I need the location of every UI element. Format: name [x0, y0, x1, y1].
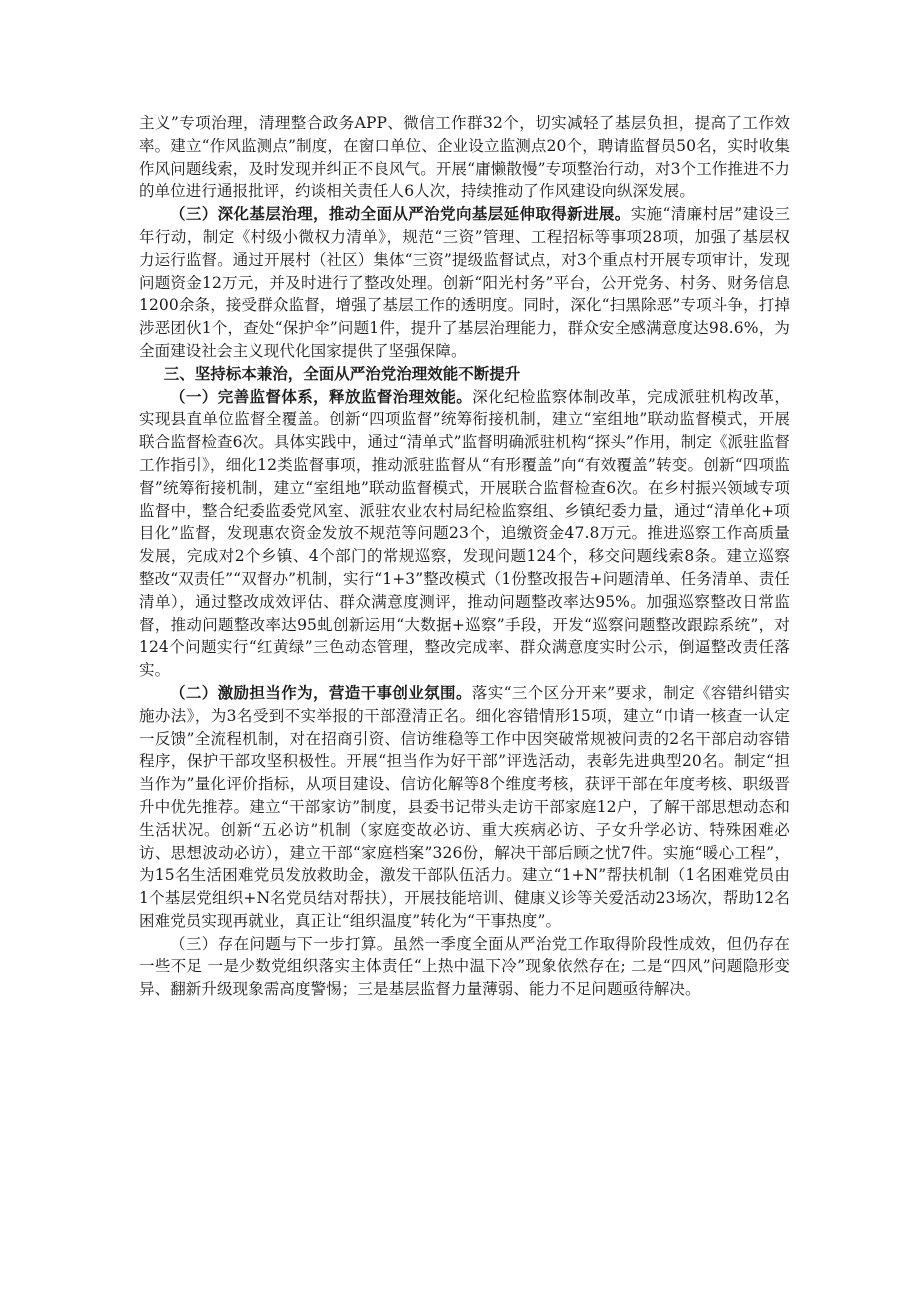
paragraph-5-text: （三）存在问题与下一步打算。虽然一季度全面从严治党工作取得阶段性成效，但仍存在一些不足 一是少数党组织落实主体责任“上热中温下冷”现象依然存在; 二是“四风”问题隐形变异、翻新升级现象需高度警惕；三是基层监督力量薄弱、能力不足问题亟待解决。: [139, 934, 790, 999]
paragraph-4: [139, 682, 790, 933]
paragraph-4-lead: （二）激励担当作为，营造干事创业氛围。: [170, 682, 472, 702]
paragraph-2: [139, 203, 790, 363]
paragraph-3: [139, 386, 790, 682]
paragraph-3-lead: （一）完善监督体系，释放监督治理效能。: [170, 386, 473, 406]
paragraph-2-text: 实施“清廉村居”建设三年行动，制定《村级小微权力清单》，规范“三资”管理、工程招标等事项28项，加强了基层权力运行监督。通过开展村（社区）集体“三资”提级监督试点，对3个重点村开展专项审计，发现问题资金12万元，并及时进行了整改处理。创新“阳光村务”平台，公开党务、村务、财务信息1200余条，接受群众监督，增强了基层工作的透明度。同时，深化“扫黑除恶”专项斗争，打掉涉恶团伙1个，查处“保护伞”问题1件，提升了基层治理能力，群众安全感满意度达98.6%，为全面建设社会主义现代化国家提供了坚强保障。: [139, 205, 790, 360]
paragraph-1: [139, 112, 790, 203]
paragraph-4-text: 落实“三个区分开来”要求，制定《容错纠错实施办法》，为3名受到不实举报的干部澄清正名。细化容错情形15项，建立“巾请一核查一认定一反馈”全流程机制，对在招商引资、信访维稳等工作中因突破常规被问责的2名干部启动容错程序，保护干部攻坚积极性。开展“担当作为好干部”评选活动，表彰先进典型20名。制定“担当作为”量化评价指标，从项目建设、信访化解等8个维度考核，获评干部在年度考核、职级晋升中优先推荐。建立“干部家访”制度，县委书记带头走访干部家庭12户，了解干部思想动态和生活状况。创新“五必访”机制（家庭变故必访、重大疾病必访、子女升学必访、特殊困难必访、思想波动必访），建立干部“家庭档案”326份，解决干部后顾之忧7件。实施“暖心工程”，为15名生活困难党员发放救助金，激发干部队伍活力。建立“1+N”帮扶机制（1名困难党员由1个基层党组织+N名党员结对帮扶），开展技能培训、健康义诊等关爱活动23场次，帮助12名困难党员实现再就业，真正让“组织温度”转化为“干事热度”。: [139, 683, 791, 930]
document-page: [139, 112, 790, 1001]
section-heading-3: 三、坚持标本兼治，全面从严治党治理效能不断提升: [163, 363, 521, 383]
paragraph-3-text: 深化纪检监察体制改革，完成派驻机构改革，实现县直单位监督全覆盖。创新“四项监督”统筹衔接机制，建立“室组地”联动监督模式，开展联合监督检查6次。具体实践中，通过“清单式”监督明确派驻机构“探头”作用，制定《派驻监督工作指引》，细化12类监督事项，推动派驻监督从“有形覆盖”向“有效覆盖”转变。创新“四项监督”统筹衔接机制，建立“室组地”联动监督模式，开展联合监督检查6次。在乡村振兴领域专项监督中，整合纪委监委党风室、派驻农业农村局纪检监察组、乡镇纪委力量，通过“清单化+项目化”监督，发现惠农资金发放不规范等问题23个，追缴资金47.8万元。推进巡察工作高质量发展，完成对2个乡镇、4个部门的常规巡察，发现问题124个，移交问题线索8条。建立巡察整改“双责任”“双督办”机制，实行“1+3”整改模式（1份整改报告+问题清单、任务清单、责任清单），通过整改成效评估、群众满意度测评，推动问题整改率达95%。加强巡察整改日常监督，推动问题整改率达95虬创新运用“大数据+巡察”手段，开发“巡察问题整改跟踪系统”，对124个问题实行“红黄绿”三色动态管理，整改完成率、群众满意度实时公示，倒逼整改责任落实。: [139, 387, 790, 680]
paragraph-1-text: 主义”专项治理，清理整合政务APP、微信工作群32个，切实减轻了基层负担，提高了工作效率。建立“作风监测点”制度，在窗口单位、企业设立监测点20个，聘请监督员50名，实时收集作风问题线索，及时发现并纠正不良风气。开展“庸懒散慢”专项整治行动，对3个工作推进不力的单位进行通报批评，约谈相关责任人6人次，持续推动了作风建设向纵深发展。: [139, 114, 790, 201]
paragraph-5: [139, 933, 790, 1001]
paragraph-2-lead: （三）深化基层治理，推动全面从严治党向基层延伸取得新进展。: [170, 204, 631, 224]
